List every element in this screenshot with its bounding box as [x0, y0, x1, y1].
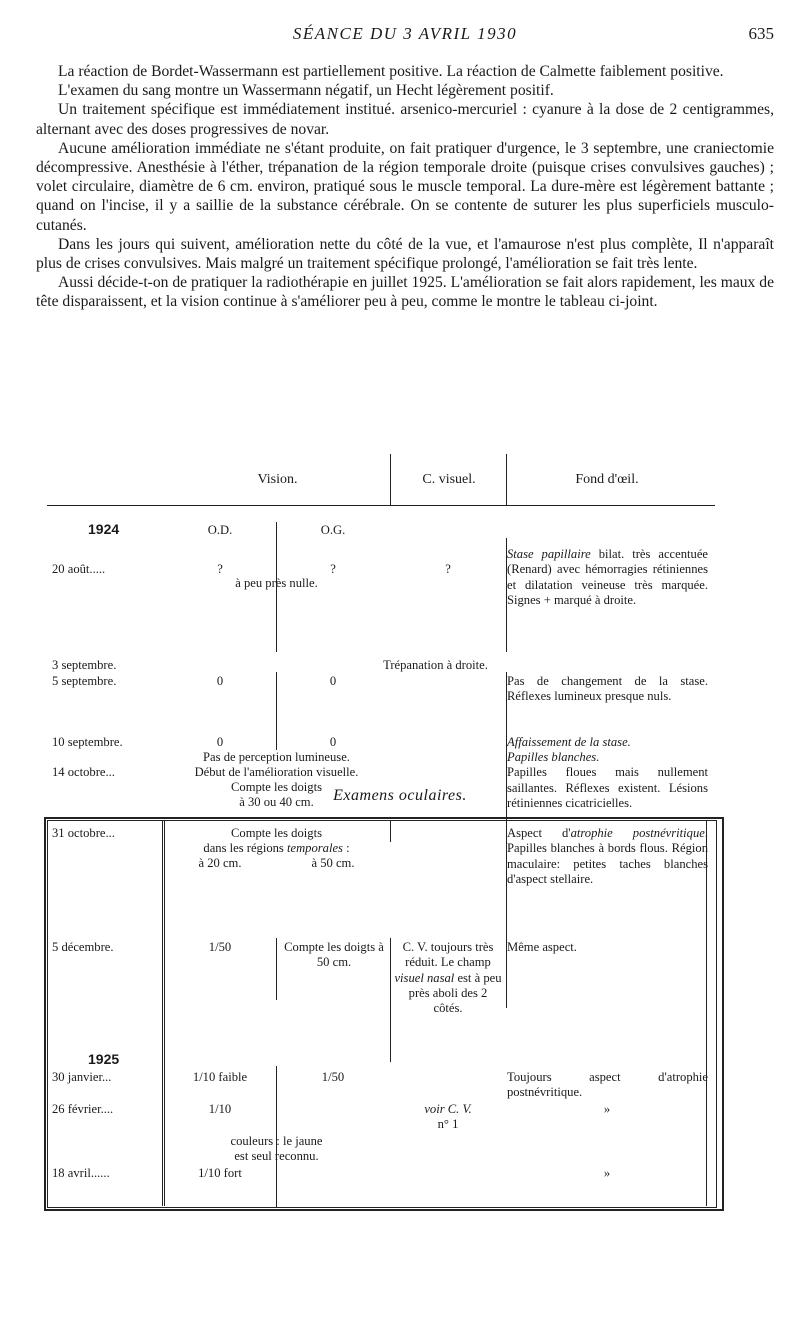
row-date: 30 janvier...	[52, 1070, 112, 1084]
row-date: 5 septembre.	[52, 674, 117, 688]
fond-text: Papilles floues mais nullement saillantes. Réflexes existent. Lésions rétiniennes cicatricielles.	[507, 765, 708, 810]
cell-fond: »	[603, 1166, 611, 1180]
column-rule	[276, 938, 277, 1000]
cell-fond	[507, 547, 708, 608]
paragraph: Aucune amélioration immédiate ne s'étant produite, on fait pratiquer d'urgence, le 3 septembre, une craniectomie décompressive. Anesthésie à l'éther, trépanation de la région temporale droite (puisque crises convulsives gauches) ; volet circulaire, diamètre de 6 cm. environ, pratiqué sous le muscle temporal. La dure-mère est légèrement battante ; quand on l'incise, il y a saillie de la substance cérébrale. On se contente de suturer les plus superficiels musculo-cutanés.	[36, 139, 774, 234]
row-date: 26 février....	[52, 1102, 114, 1116]
cell-vision-line: Compte les doigts	[231, 826, 322, 840]
row-date: 5 décembre.	[52, 940, 114, 954]
cell-og: 1/50	[321, 1070, 345, 1084]
year-label: 1925	[88, 1051, 120, 1067]
cell-fond	[507, 826, 708, 887]
cell-od: 1/10	[208, 1102, 232, 1116]
cell-og: ?	[330, 562, 336, 576]
cell-od: à 20 cm.	[198, 856, 242, 870]
cell-cv: voir C. V.	[424, 1102, 472, 1116]
paragraph: Aussi décide-t-on de pratiquer la radiothérapie en juillet 1925. L'amélioration se fait alors rapidement, les maux de tête disparaissent, et la vision continue à s'améliorer peu à peu, comme le montre le tableau ci-joint.	[36, 274, 774, 311]
cell-od: 0	[216, 735, 224, 749]
cell-od: 1/10 fort	[198, 1166, 242, 1180]
header-rule	[47, 505, 715, 506]
cell-color-note: couleurs : le jaune	[230, 1134, 323, 1148]
fond-italic: Stase papillaire	[507, 547, 591, 561]
header-champ-visuel: C. visuel.	[422, 472, 476, 487]
column-rule	[276, 672, 277, 750]
cell-fond: Même aspect.	[507, 940, 577, 954]
row-date: 18 avril......	[52, 1166, 110, 1180]
od-header: O.D.	[207, 523, 233, 537]
cell-og: Compte les doigts à 50 cm.	[284, 940, 384, 970]
cv-italic: visuel nasal	[394, 970, 455, 985]
fond-text: . Papilles blanches à bords flous. Région maculaire: petites taches blanches d'aspect stellaire.	[507, 826, 708, 886]
cell-od: 0	[216, 674, 224, 688]
cell-og: 0	[329, 674, 337, 688]
paragraph: L'examen du sang montre un Wassermann négatif, un Hecht légèrement positif.	[58, 82, 554, 100]
fond-text: Aspect d'	[507, 826, 571, 840]
cell-od: ?	[217, 562, 223, 576]
cell-fond: Toujours aspect d'atrophie postnévritique.	[507, 1070, 708, 1100]
text-run: dans les régions	[203, 841, 287, 855]
cv-text: est à peu près aboli des 2 côtés.	[408, 970, 502, 1016]
row-date: 14 octobre...	[52, 765, 115, 779]
running-header	[36, 24, 774, 46]
cell-fond: Affaissement de la stase.	[507, 735, 631, 749]
column-rule	[390, 454, 391, 505]
cell-og: 0	[329, 735, 337, 749]
fond-italic: atrophie postnévritique	[570, 826, 705, 840]
cell-span: Trépanation à droite.	[383, 658, 488, 672]
paragraph: Dans les jours qui suivent, amélioration nette du côté de la vue, et l'amaurose n'est plus complète, Il n'apparaît plus de crises convulsives. Mais malgré un traitement spécifique prolongé, l'amélioration se fait très lente.	[36, 235, 774, 273]
table-caption: Examens oculaires.	[333, 787, 467, 804]
cell-cv: ?	[445, 562, 451, 576]
cell-vision-line: Compte les doigts	[231, 780, 322, 794]
cell-vision-note: Pas de perception lumineuse.	[203, 750, 350, 764]
paragraph: Un traitement spécifique est immédiatement institué. arsenico-mercuriel : cyanure à la dose de 2 centigrammes, alternant avec des doses progressives de novar.	[36, 101, 774, 138]
year-label: 1924	[88, 521, 120, 537]
header-fond-oeil: Fond d'œil.	[575, 472, 639, 487]
row-date: 20 août.....	[52, 562, 106, 576]
cv-text: C. V. toujours très réduit. Le champ	[402, 940, 494, 970]
og-header: O.G.	[320, 523, 346, 537]
header-vision: Vision.	[257, 472, 298, 487]
cell-cv-number: n° 1	[437, 1117, 459, 1131]
cell-color-note: est seul reconnu.	[234, 1149, 319, 1163]
column-rule	[390, 938, 391, 1062]
cell-cv	[394, 940, 502, 1016]
cell-fond: »	[603, 1102, 611, 1116]
row-date: 3 septembre.	[52, 658, 117, 672]
column-rule	[506, 454, 507, 505]
cell-fond: Pas de changement de la stase. Réflexes lumineux presque nuls.	[507, 674, 708, 704]
cell-od: 1/10 faible	[192, 1070, 248, 1084]
text-run-italic: temporales	[286, 841, 343, 855]
cell-og: à 50 cm.	[311, 856, 355, 870]
header-title: SÉANCE DU 3 AVRIL 1930	[292, 24, 518, 43]
cell-vision-line: Début de l'amélioration visuelle.	[194, 765, 359, 779]
column-rule	[390, 820, 391, 842]
row-date: 10 septembre.	[52, 735, 123, 749]
cell-vision-note: à peu près nulle.	[235, 576, 318, 590]
page-number: 635	[748, 24, 774, 43]
cell-fond	[507, 750, 708, 811]
body-text	[36, 62, 774, 312]
cell-od: 1/50	[208, 940, 232, 954]
cell-vision-line	[165, 841, 388, 856]
fond-italic: Papilles blanches.	[507, 750, 600, 764]
paragraph: La réaction de Bordet-Wassermann est partiellement positive. La réaction de Calmette faiblement positive.	[58, 63, 724, 80]
fond-text: bilat. très accentuée (Renard) avec hémorragies rétiniennes et dilatation veineuse très marquée. Signes + marqué à droite.	[507, 547, 708, 607]
cell-vision-line: à 30 ou 40 cm.	[239, 795, 314, 809]
row-date: 31 octobre...	[52, 826, 115, 840]
text-run: :	[342, 841, 350, 855]
